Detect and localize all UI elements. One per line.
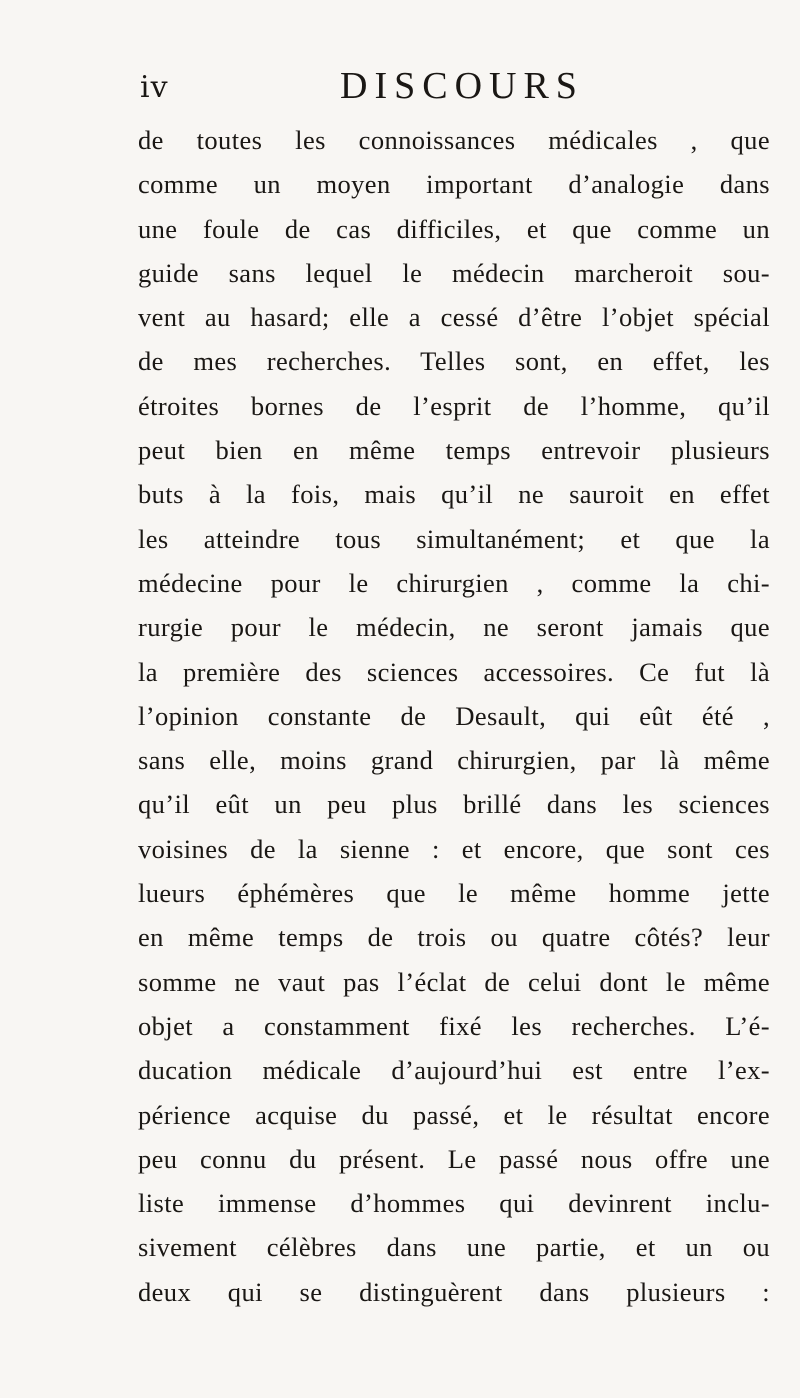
text-line: peut bien en même temps entrevoir plusieurs: [138, 435, 770, 466]
text-line: les atteindre tous simultanément; et que la: [138, 523, 770, 554]
text-line: de mes recherches. Telles sont, en effet, les: [138, 346, 770, 377]
text-line: rurgie pour le médecin, ne seront jamais que: [138, 612, 770, 643]
body-text: [138, 118, 770, 1314]
page-header: [0, 62, 800, 112]
text-line: en même temps de trois ou quatre côtés? leur: [138, 922, 770, 953]
text-line: peu connu du présent. Le passé nous offre une: [138, 1143, 770, 1174]
text-line: guide sans lequel le médecin marcheroit sou-: [138, 257, 770, 288]
text-line: buts à la fois, mais qu’il ne sauroit en effet: [138, 479, 770, 510]
text-line: voisines de la sienne : et encore, que sont ces: [138, 833, 770, 864]
text-line: sivement célèbres dans une partie, et un ou: [138, 1232, 770, 1263]
page-number: iv: [140, 70, 169, 105]
running-title: DISCOURS: [340, 65, 584, 107]
text-line: somme ne vaut pas l’éclat de celui dont le même: [138, 966, 770, 997]
text-line: vent au hasard; elle a cessé d’être l’objet spécial: [138, 302, 770, 333]
text-line: objet a constamment fixé les recherches. L’é-: [138, 1010, 770, 1041]
text-line: qu’il eût un peu plus brillé dans les sciences: [138, 789, 770, 820]
text-line: liste immense d’hommes qui devinrent inclu-: [138, 1188, 770, 1219]
text-line: lueurs éphémères que le même homme jette: [138, 878, 770, 909]
text-line: deux qui se distinguèrent dans plusieurs :: [138, 1276, 770, 1307]
text-line: une foule de cas difficiles, et que comme un: [138, 213, 770, 244]
text-line: ducation médicale d’aujourd’hui est entre l’ex-: [138, 1055, 770, 1086]
text-line: sans elle, moins grand chirurgien, par là même: [138, 745, 770, 776]
text-line: l’opinion constante de Desault, qui eût été ,: [138, 700, 770, 731]
text-line: la première des sciences accessoires. Ce fut là: [138, 656, 770, 687]
text-line: comme un moyen important d’analogie dans: [138, 169, 770, 200]
text-line: périence acquise du passé, et le résultat encore: [138, 1099, 770, 1130]
text-line: de toutes les connoissances médicales , que: [138, 125, 770, 155]
text-line: étroites bornes de l’esprit de l’homme, qu’il: [138, 390, 770, 421]
text-line: médecine pour le chirurgien , comme la chi-: [138, 567, 770, 598]
